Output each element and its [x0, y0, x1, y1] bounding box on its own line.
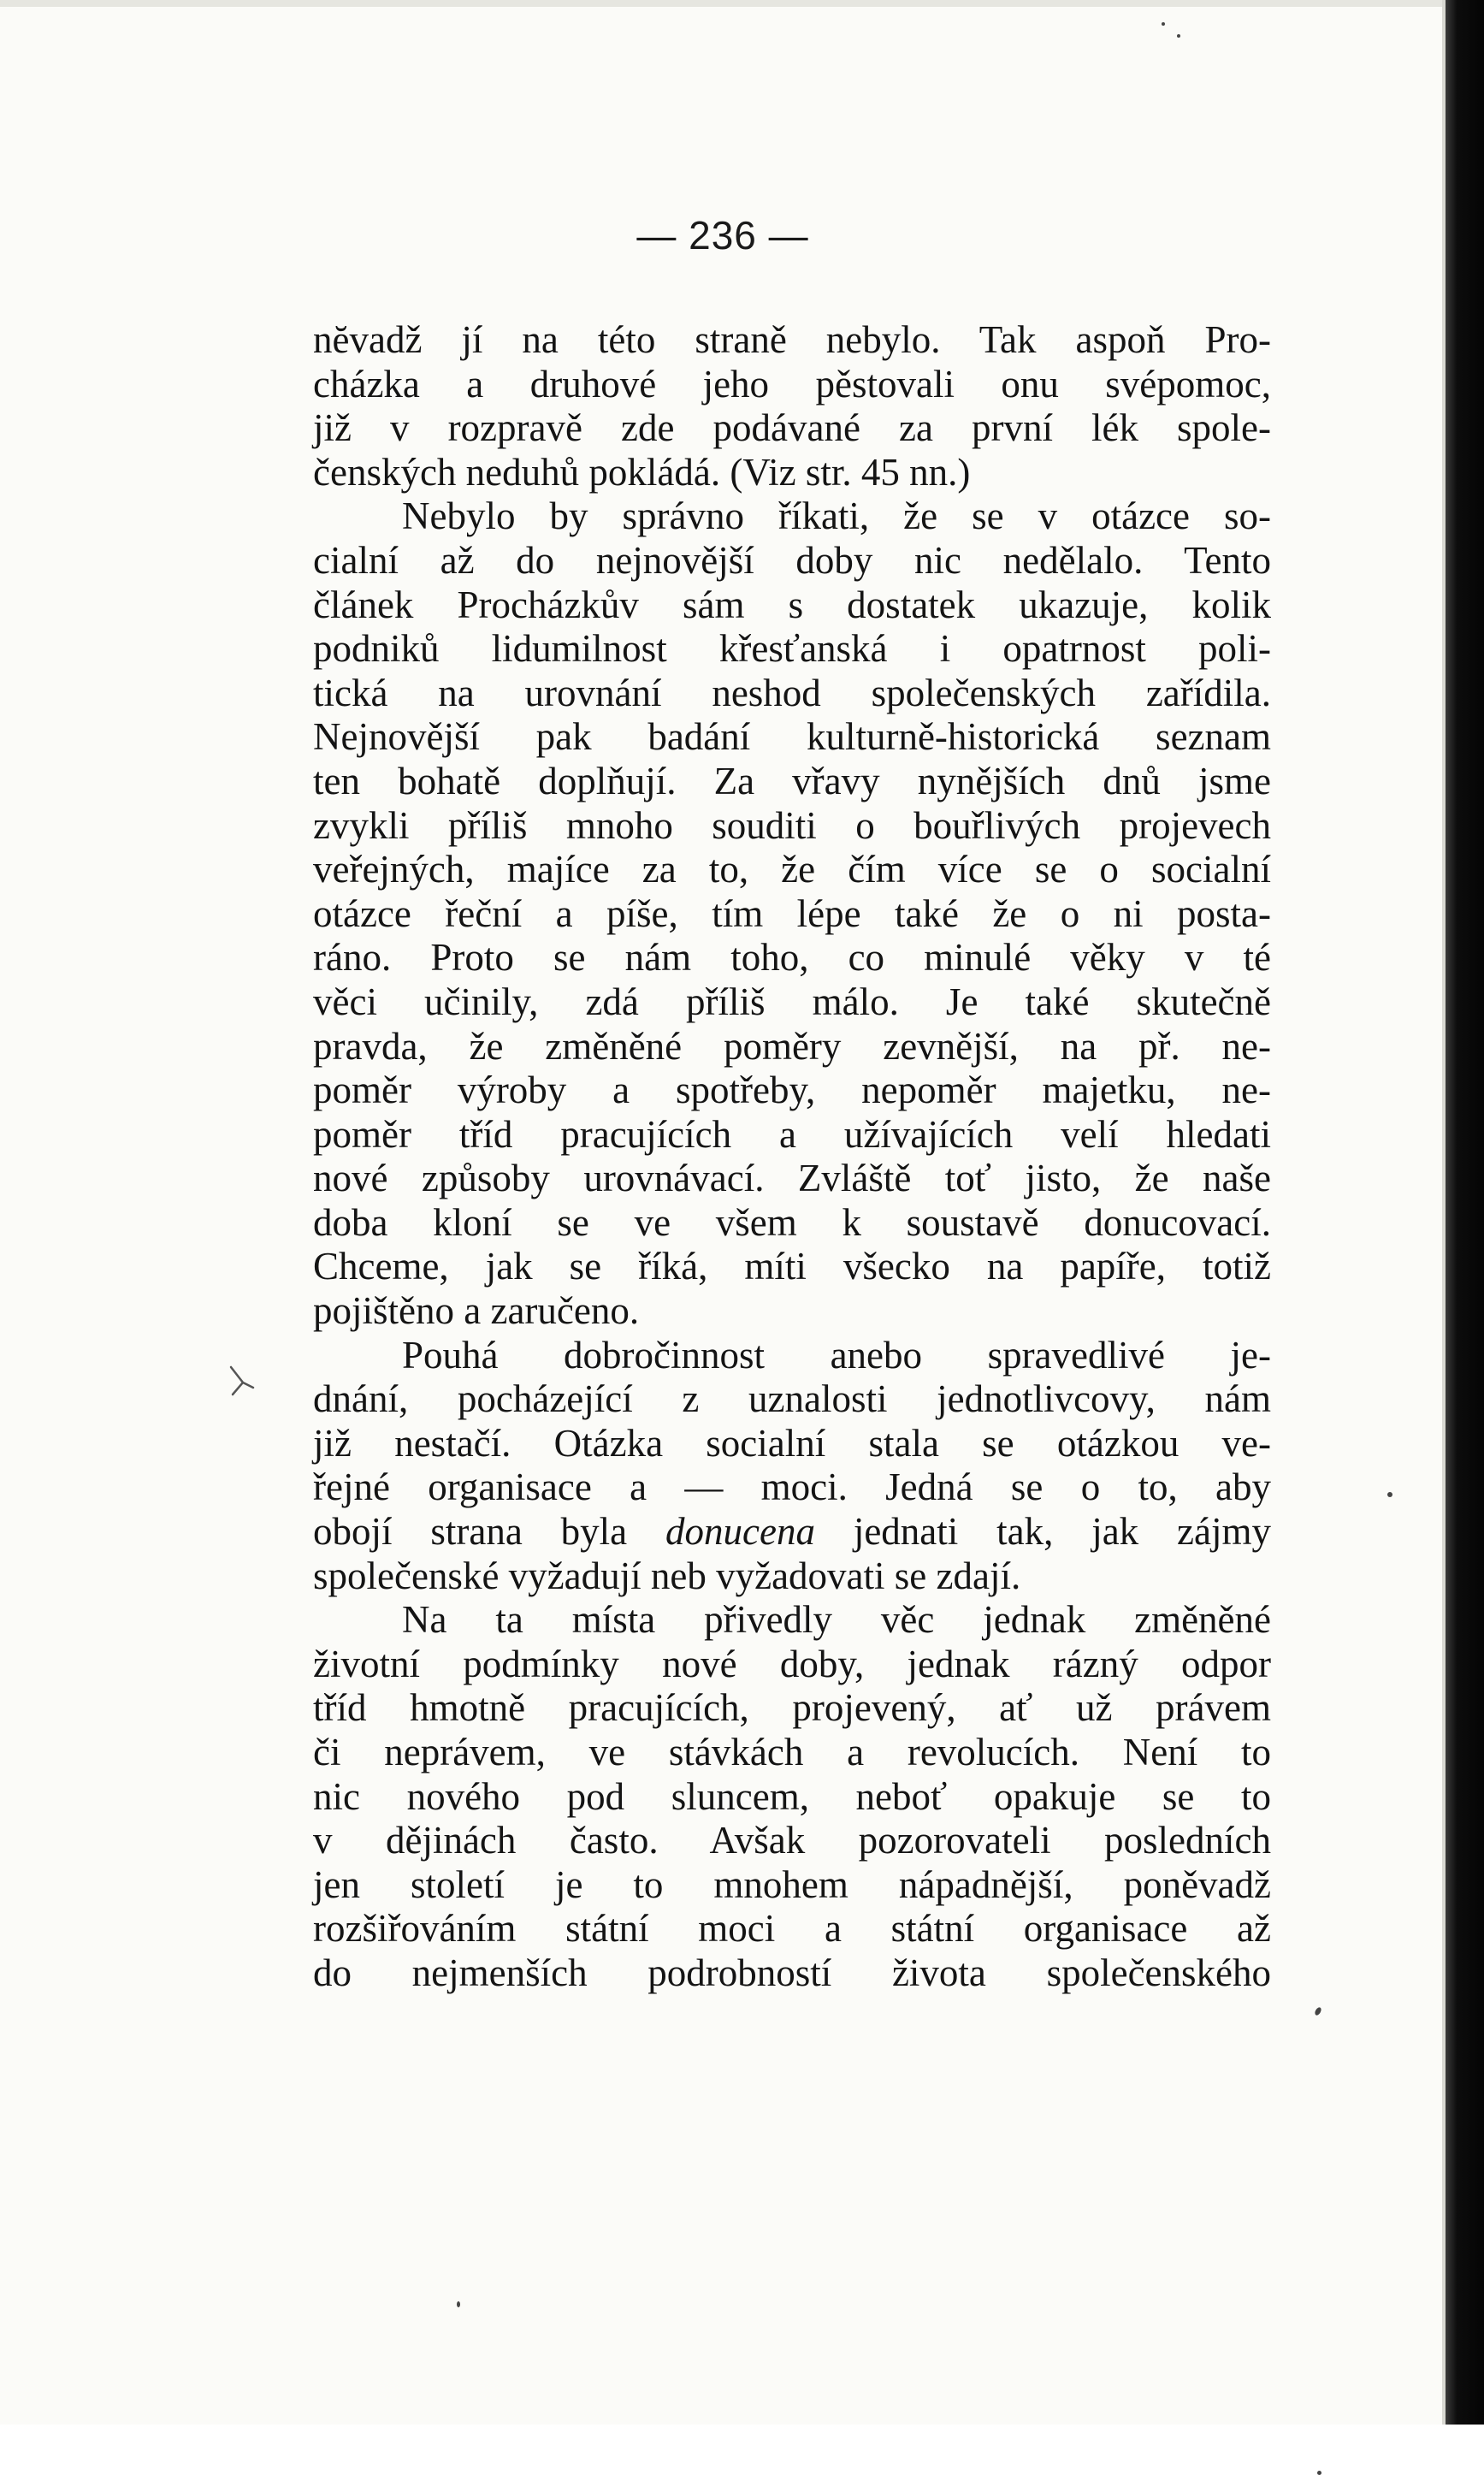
body-text: [313, 318, 1271, 1996]
text-line: pojištěno a zaručeno.: [313, 1289, 640, 1333]
text-line: společenské vyžadují neb vyžadovati se zdají.: [313, 1554, 1021, 1597]
text-line: Na ta místa přivedly věc jednak změněné: [402, 1598, 1271, 1642]
text-line: zvykli příliš mnoho souditi o bouřlivých projevech: [313, 803, 1271, 847]
text-line: podniků lidumilnost křesťanská i opatrnost poli-: [313, 627, 1271, 671]
text-line: věci učinily, zdá příliš málo. Je také skutečně: [313, 980, 1271, 1023]
text-line: cialní až do nejnovější doby nic nedělalo. Tento: [313, 538, 1271, 582]
text-line: Nebylo by správno říkati, že se v otázce so-: [402, 494, 1271, 538]
page-top-edge: [0, 0, 1446, 7]
text-line: tříd hmotně pracujících, projevený, ať už právem: [313, 1686, 1271, 1730]
paper-speck: [1317, 2471, 1321, 2475]
text-line: článek Procházkův sám s dostatek ukazuje, kolik: [313, 583, 1271, 626]
text-line: již nestačí. Otázka socialní stala se otázkou ve-: [313, 1421, 1271, 1465]
emphasis-word: donucena: [665, 1510, 815, 1554]
text-line: cházka a druhové jeho pěstovali onu svépomoc,: [313, 362, 1271, 406]
binding-shadow: [1446, 0, 1484, 2425]
text-line: otázce řeční a píše, tím lépe také že o ni posta-: [313, 891, 1271, 935]
text-segment: jednati tak, jak zájmy: [853, 1510, 1271, 1554]
text-line: Nejnovější pak badání kulturně-historická seznam: [313, 715, 1271, 759]
paper-speck: [1314, 2006, 1322, 2016]
paper-speck: [1387, 1492, 1392, 1497]
paper-speck: [457, 2301, 460, 2307]
page-number: — 236 —: [636, 213, 809, 258]
text-line-with-emphasis: [313, 1510, 1271, 1554]
text-line: nové způsoby urovnávací. Zvláště toť jisto, že naše: [313, 1157, 1271, 1200]
paper-speck: [1162, 22, 1165, 26]
text-line: veřejných, majíce za to, že čím více se o socialní: [313, 848, 1271, 891]
text-line: či neprávem, ve stávkách a revolucích. Není to: [313, 1731, 1271, 1773]
text-segment: obojí strana byla: [313, 1510, 665, 1554]
text-line: v dějinách často. Avšak pozorovateli posledních: [313, 1819, 1271, 1862]
text-line: doba kloní se ve všem k soustavě donucovací.: [313, 1200, 1271, 1244]
text-line: životní podmínky nové doby, jednak rázný odpor: [313, 1642, 1271, 1685]
text-line: Pouhá dobročinnost anebo spravedlivé je-: [402, 1333, 1271, 1377]
text-line: již v rozpravě zde podávané za první lék spole-: [313, 406, 1271, 450]
text-line: řejné organisace a — moci. Jedná se o to, aby: [313, 1465, 1271, 1509]
paper-speck: [1177, 34, 1180, 38]
text-line: čenských neduhů pokládá. (Viz str. 45 nn.): [313, 450, 971, 494]
text-line: pravda, že změněné poměry zevnější, na př. ne-: [313, 1024, 1271, 1068]
text-line: Chceme, jak se říká, míti všecko na papíře, totiž: [313, 1245, 1271, 1288]
text-line: poměr výroby a spotřeby, nepoměr majetku, ne-: [313, 1069, 1271, 1112]
text-line: do nejmenších podrobností života společenského: [313, 1951, 1271, 1994]
text-line: rozšiřováním státní moci a státní organisace až: [313, 1907, 1271, 1951]
pencil-margin-mark-icon: [228, 1365, 257, 1400]
text-line: dnání, pocházející z uznalosti jednotlivcovy, nám: [313, 1377, 1271, 1421]
text-line: tická na urovnání neshod společenských zařídila.: [313, 671, 1271, 714]
text-line: nic nového pod sluncem, neboť opakuje se to: [313, 1774, 1271, 1818]
text-line: nĕvadž jí na této straně nebylo. Tak aspoň Pro-: [313, 318, 1271, 361]
text-line: ten bohatě doplňují. Za vřavy nynějších dnů jsme: [313, 759, 1271, 802]
text-line: jen století je to mnohem nápadnější, poněvadž: [313, 1862, 1271, 1906]
text-line: poměr tříd pracujících a užívajících velí hledati: [313, 1112, 1271, 1156]
text-line: ráno. Proto se nám toho, co minulé věky v té: [313, 936, 1271, 980]
